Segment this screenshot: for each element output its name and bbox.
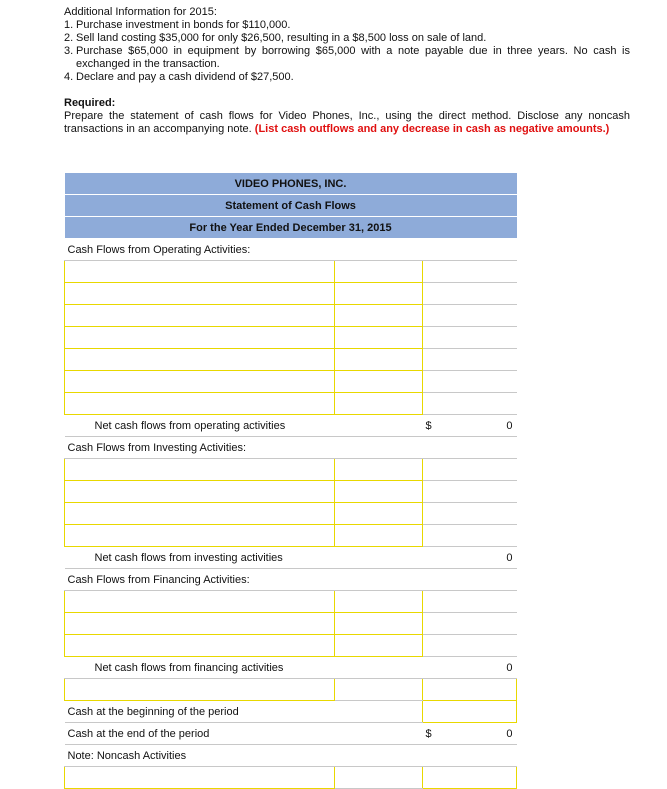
- currency-symbol: $: [425, 419, 432, 432]
- statement-title: Statement of Cash Flows: [65, 195, 517, 217]
- investing-total-value: 0: [423, 547, 517, 569]
- input-cell[interactable]: [65, 767, 335, 789]
- input-cell[interactable]: [65, 261, 335, 283]
- cash-flow-worksheet: [64, 173, 517, 789]
- required-emphasis: (List cash outflows and any decrease in cash as negative amounts.): [254, 123, 610, 135]
- input-cell[interactable]: [65, 459, 335, 481]
- input-cell[interactable]: [335, 525, 423, 547]
- company-name: VIDEO PHONES, INC.: [65, 173, 517, 195]
- input-cell[interactable]: [335, 613, 423, 635]
- additional-info-list: [64, 19, 630, 84]
- cash-end-value: 0: [506, 727, 513, 740]
- list-item: 2. Sell land costing $35,000 for only $26,500, resulting in a $8,500 loss on sale of land.: [64, 32, 487, 44]
- required-heading: Required:: [64, 97, 116, 109]
- input-cell[interactable]: [65, 525, 335, 547]
- cash-begin-label: Cash at the beginning of the period: [65, 701, 335, 723]
- input-cell[interactable]: [65, 635, 335, 657]
- financing-total-label: Net cash flows from financing activities: [65, 657, 335, 679]
- currency-symbol: $: [425, 727, 432, 740]
- input-cell[interactable]: [335, 591, 423, 613]
- list-item: 1. Purchase investment in bonds for $110,000.: [64, 19, 291, 31]
- input-cell[interactable]: [65, 591, 335, 613]
- additional-info-heading: Additional Information for 2015:: [64, 6, 217, 18]
- input-cell[interactable]: [65, 393, 335, 415]
- input-cell[interactable]: [335, 305, 423, 327]
- list-item: 4. Declare and pay a cash dividend of $27,500.: [64, 71, 294, 83]
- list-item: 3. Purchase $65,000 in equipment by borrowing $65,000 with a note payable due in three years. No cash is exchanged in the transaction.: [64, 45, 630, 70]
- input-cell[interactable]: [335, 393, 423, 415]
- financing-total-value: 0: [423, 657, 517, 679]
- input-cell[interactable]: [335, 481, 423, 503]
- cash-end-label: Cash at the end of the period: [65, 723, 335, 745]
- investing-heading: Cash Flows from Investing Activities:: [65, 437, 517, 459]
- input-cell[interactable]: [65, 305, 335, 327]
- problem-instructions: [64, 6, 630, 136]
- required-instructions: Prepare the statement of cash flows for Video Phones, Inc., using the direct method. Disclose any noncash transactions in an accompanying note. (List cash outflows and any decrease in cash as negative amounts.): [64, 110, 630, 135]
- input-cell[interactable]: [65, 613, 335, 635]
- input-cell[interactable]: [65, 679, 335, 701]
- input-cell[interactable]: [335, 349, 423, 371]
- input-cell[interactable]: [65, 283, 335, 305]
- input-cell[interactable]: [65, 371, 335, 393]
- operating-total-cell: [423, 415, 517, 437]
- operating-total-value: 0: [506, 419, 513, 432]
- financing-heading: Cash Flows from Financing Activities:: [65, 569, 517, 591]
- input-cell[interactable]: [65, 327, 335, 349]
- input-cell[interactable]: [65, 503, 335, 525]
- cash-begin-input[interactable]: [423, 701, 517, 723]
- input-cell[interactable]: [423, 767, 517, 789]
- input-cell[interactable]: [65, 481, 335, 503]
- operating-total-label: Net cash flows from operating activities: [65, 415, 335, 437]
- input-cell[interactable]: [423, 679, 517, 701]
- input-cell[interactable]: [335, 503, 423, 525]
- input-cell[interactable]: [335, 371, 423, 393]
- input-cell[interactable]: [335, 283, 423, 305]
- input-cell[interactable]: [335, 327, 423, 349]
- input-cell[interactable]: [65, 349, 335, 371]
- cash-end-cell: [423, 723, 517, 745]
- investing-total-label: Net cash flows from investing activities: [65, 547, 335, 569]
- noncash-note-label: Note: Noncash Activities: [65, 745, 517, 767]
- operating-heading: Cash Flows from Operating Activities:: [65, 239, 517, 261]
- input-cell[interactable]: [335, 635, 423, 657]
- input-cell[interactable]: [335, 261, 423, 283]
- statement-period: For the Year Ended December 31, 2015: [65, 217, 517, 239]
- input-cell[interactable]: [335, 459, 423, 481]
